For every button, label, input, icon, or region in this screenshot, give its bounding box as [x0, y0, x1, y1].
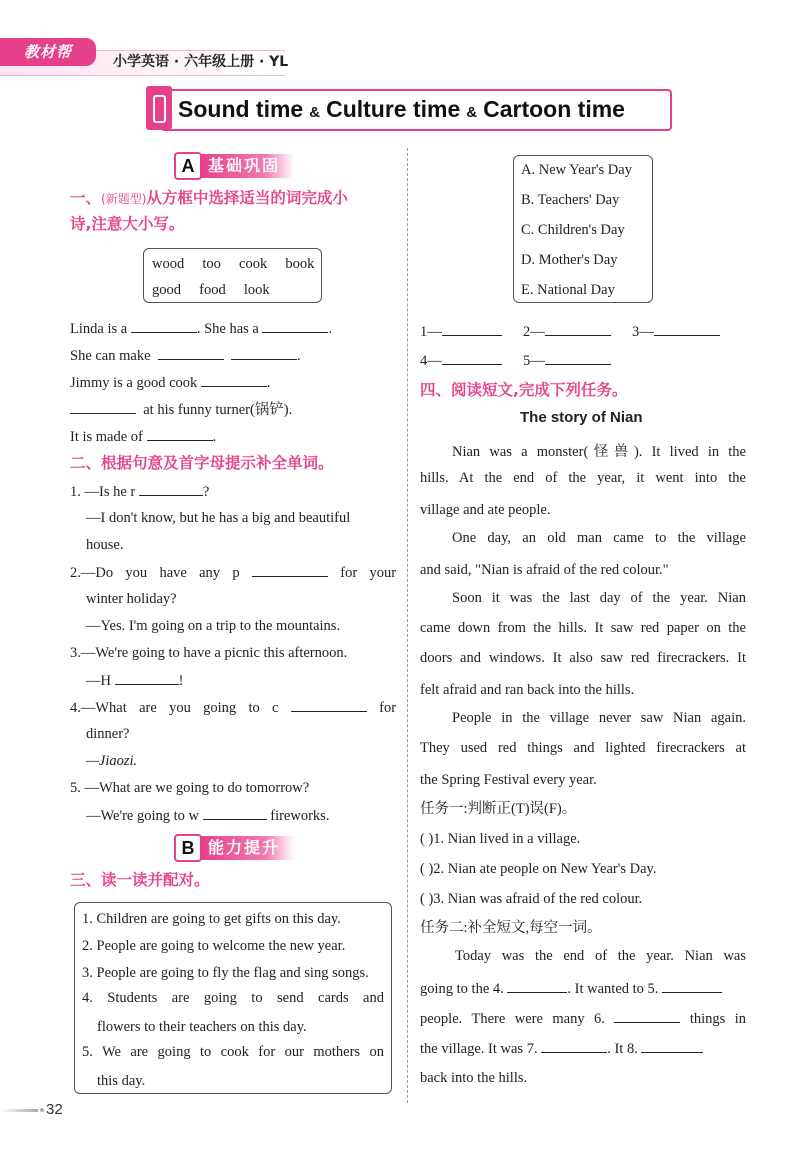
- answer-blank[interactable]: [131, 318, 197, 333]
- story-p1-l1: Nian was a monster(怪兽). It lived in the: [452, 444, 746, 460]
- story-p3-l4: felt afraid and ran back into the hills.: [420, 682, 635, 698]
- tf-answer-slot[interactable]: ( ): [420, 831, 434, 847]
- story-p1-l3: village and ate people.: [420, 502, 551, 518]
- answer-blank[interactable]: [545, 321, 611, 336]
- poem-line-5: It is made of .: [70, 426, 216, 447]
- match-item-4: 4. Students are going to send cards and: [82, 990, 384, 1006]
- section-a-badge: A 基础巩固: [174, 153, 294, 179]
- match-item-1: 1. Children are going to get gifts on this day.: [82, 911, 341, 927]
- page-number: 32: [46, 1101, 63, 1118]
- answer-blank[interactable]: [654, 321, 720, 336]
- answer-blank[interactable]: [231, 345, 297, 360]
- q2-item-4-cont: dinner?: [86, 726, 130, 742]
- q2-item-3-answer: —H !: [86, 670, 183, 691]
- task2-heading: 任务二:补全短文,每空一词。: [420, 920, 602, 936]
- holiday-option-c: C. Children's Day: [521, 222, 625, 238]
- story-p1-l2: hills. At the end of the year, it went into the: [420, 470, 746, 486]
- answer-blank[interactable]: [262, 318, 328, 333]
- story-p4-l1: People in the village never saw Nian again.: [452, 710, 746, 726]
- answer-blank[interactable]: [147, 426, 213, 441]
- q4-heading: 四、阅读短文,完成下列任务。: [420, 381, 628, 399]
- poem-line-3: Jimmy is a good cook .: [70, 372, 271, 393]
- match-answers-row-2: 4— 5—: [420, 350, 611, 371]
- answer-blank[interactable]: [545, 350, 611, 365]
- brand-tag: 教材帮: [0, 38, 96, 66]
- answer-blank[interactable]: [442, 350, 502, 365]
- match-answers-row-1: 1— 2— 3—: [420, 321, 720, 342]
- fill-line-1: Today was the end of the year. Nian was: [455, 948, 746, 964]
- match-item-2: 2. People are going to welcome the new year.: [82, 938, 346, 954]
- q2-item-2-cont: winter holiday?: [86, 591, 177, 607]
- match-item-5-cont: this day.: [97, 1073, 146, 1089]
- page-dot: [40, 1108, 44, 1112]
- answer-blank[interactable]: [203, 805, 267, 820]
- story-p3-l2: came down from the hills. It saw red paper on the: [420, 620, 746, 636]
- fill-line-3: people. There were many 6. things in: [420, 1008, 746, 1028]
- poem-line-2: She can make .: [70, 345, 301, 366]
- answer-blank[interactable]: [614, 1008, 680, 1023]
- poem-line-4: at his funny turner(锅铲).: [70, 399, 292, 420]
- book-title: 小学英语 · 六年级上册 · YL: [113, 54, 289, 70]
- story-p2-l1: One day, an old man came to the village: [452, 530, 746, 546]
- answer-blank[interactable]: [442, 321, 502, 336]
- tf-item-1: ( )1. Nian lived in a village.: [420, 831, 581, 847]
- q2-item-1-answer: —I don't know, but he has a big and beautiful: [86, 510, 351, 526]
- q2-item-5-answer: —We're going to w fireworks.: [86, 805, 329, 826]
- answer-blank[interactable]: [252, 562, 328, 577]
- task1-heading: 任务一:判断正(T)误(F)。: [420, 801, 577, 817]
- q2-item-1: 1. —Is he r ?: [70, 481, 209, 502]
- answer-blank[interactable]: [201, 372, 267, 387]
- q2-item-2: 2.—Do you have any p for your: [70, 562, 396, 582]
- holiday-option-d: D. Mother's Day: [521, 252, 618, 268]
- q2-item-4: 4.—What are you going to c for: [70, 697, 396, 717]
- q2-item-5: 5. —What are we going to do tomorrow?: [70, 780, 310, 796]
- poem-line-1: Linda is a . She has a .: [70, 318, 332, 339]
- match-item-5: 5. We are going to cook for our mothers on: [82, 1044, 384, 1060]
- tf-answer-slot[interactable]: ( ): [420, 861, 434, 877]
- holiday-option-a: A. New Year's Day: [521, 162, 632, 178]
- q3-heading: 三、读一读并配对。: [70, 871, 210, 889]
- story-p3-l3: doors and windows. It also saw red firecrackers. It: [420, 650, 746, 666]
- story-p4-l3: the Spring Festival every year.: [420, 772, 597, 788]
- answer-blank[interactable]: [70, 399, 136, 414]
- tf-item-3: ( )3. Nian was afraid of the red colour.: [420, 891, 643, 907]
- column-divider: [407, 148, 408, 1103]
- holiday-option-e: E. National Day: [521, 282, 615, 298]
- q2-item-1-answer-cont: house.: [86, 537, 124, 553]
- word-box-row-2: good food look: [152, 282, 270, 298]
- q2-item-3: 3.—We're going to have a picnic this afternoon.: [70, 645, 348, 661]
- q2-item-2-answer: —Yes. I'm going on a trip to the mountains.: [86, 618, 341, 634]
- fill-line-4: the village. It was 7. . It 8.: [420, 1038, 703, 1059]
- lesson-title: Sound time & Culture time & Cartoon time: [178, 96, 625, 122]
- answer-blank[interactable]: [541, 1038, 607, 1053]
- holiday-option-b: B. Teachers' Day: [521, 192, 620, 208]
- answer-blank[interactable]: [115, 670, 179, 685]
- q2-heading: 二、根据句意及首字母提示补全单词。: [70, 454, 334, 472]
- answer-blank[interactable]: [291, 697, 367, 712]
- answer-blank[interactable]: [139, 481, 203, 496]
- answer-blank[interactable]: [662, 978, 722, 993]
- lesson-flag-icon: [146, 86, 172, 130]
- q1-heading: 一、(新题型)从方框中选择适当的词完成小 诗,注意大小写。: [70, 189, 348, 233]
- match-item-3: 3. People are going to fly the flag and sing songs.: [82, 965, 369, 981]
- story-p2-l2: and said, "Nian is afraid of the red colour.": [420, 562, 669, 578]
- fill-line-2: going to the 4. . It wanted to 5.: [420, 978, 722, 999]
- fill-line-5: back into the hills.: [420, 1070, 528, 1086]
- answer-blank[interactable]: [507, 978, 567, 993]
- story-title: The story of Nian: [520, 409, 643, 426]
- story-p4-l2: They used red things and lighted firecrackers at: [420, 740, 746, 756]
- answer-blank[interactable]: [158, 345, 224, 360]
- section-b-badge: B 能力提升: [174, 835, 294, 861]
- answer-blank[interactable]: [641, 1038, 703, 1053]
- tf-item-2: ( )2. Nian ate people on New Year's Day.: [420, 861, 657, 877]
- word-box-row-1: wood too cook book: [152, 256, 315, 272]
- tf-answer-slot[interactable]: ( ): [420, 891, 434, 907]
- q2-item-4-answer: —Jiaozi.: [86, 753, 138, 769]
- page-bar: [0, 1109, 38, 1112]
- story-p3-l1: Soon it was the last day of the year. Nian: [452, 590, 746, 606]
- match-item-4-cont: flowers to their teachers on this day.: [97, 1019, 307, 1035]
